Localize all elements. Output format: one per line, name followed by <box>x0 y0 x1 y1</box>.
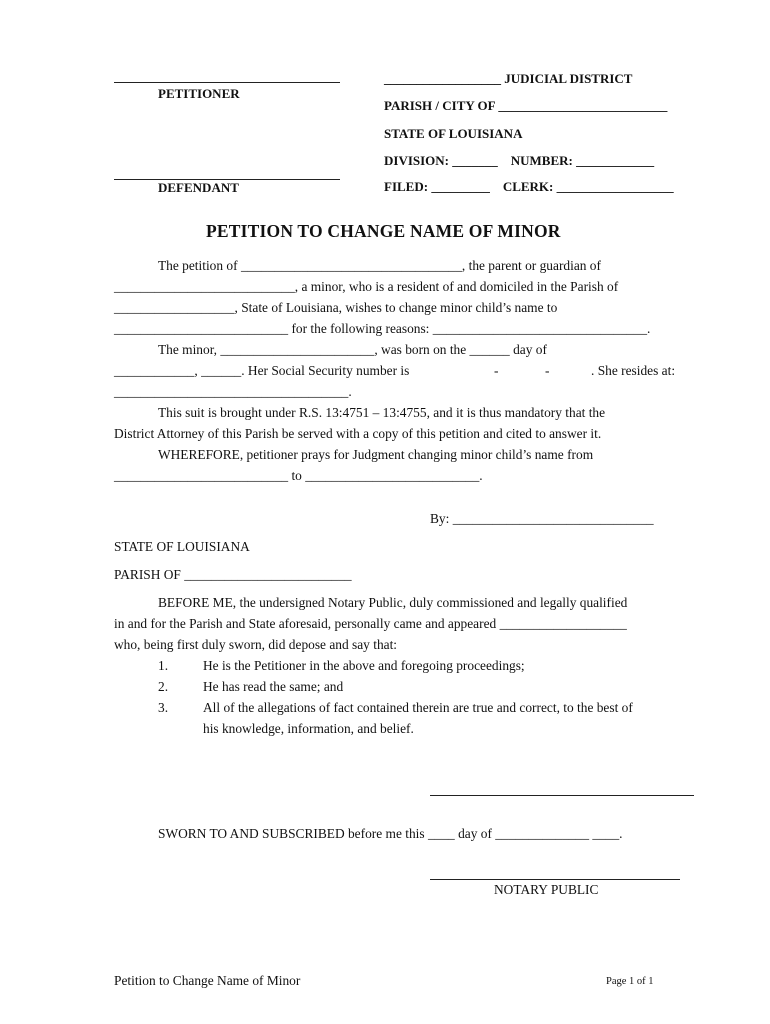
petition-line-1 <box>158 258 601 274</box>
new-name-blank[interactable]: __________________________ <box>114 321 289 336</box>
petition-text: , <box>194 363 198 378</box>
birth-month-blank[interactable]: ____________ <box>114 363 195 378</box>
state-label: STATE OF LOUISIANA <box>384 126 523 141</box>
sworn-month-blank[interactable]: ______________ <box>495 826 590 841</box>
sworn-text: . <box>619 826 623 841</box>
list-item-number: 2. <box>158 679 169 694</box>
resides-at-text: . She resides at: <box>591 363 676 378</box>
ssn-dash-1: - <box>494 363 499 378</box>
filed-clerk-row <box>384 179 674 195</box>
sworn-text: day of <box>458 826 492 841</box>
clerk-label: CLERK: <box>502 179 554 194</box>
list-item: He has read the same; and <box>203 679 344 694</box>
petition-text: The minor, <box>158 342 217 357</box>
sworn-day-blank[interactable]: ____ <box>427 826 455 841</box>
judicial-district-label: JUDICIAL DISTRICT <box>504 71 633 86</box>
list-item-number: 1. <box>158 658 169 673</box>
parish-city-row <box>384 98 667 114</box>
defendant-label: DEFENDANT <box>158 180 239 195</box>
filed-label: FILED: <box>384 179 429 194</box>
page-title: PETITION TO CHANGE NAME OF MINOR <box>206 221 561 241</box>
petition-text: to <box>291 468 302 483</box>
list-item: All of the allegations of fact contained therein are true and correct, to the best of <box>203 700 633 715</box>
clerk-blank[interactable]: __________________ <box>556 179 674 194</box>
birth-day-blank[interactable]: ______ <box>469 342 510 357</box>
petitioner-name-blank[interactable]: _________________________________ <box>240 258 462 273</box>
petition-text: . <box>647 321 651 336</box>
footer-page-number: Page 1 of 1 <box>606 976 654 987</box>
reasons-blank[interactable]: ________________________________ <box>432 321 648 336</box>
affidavit-state: STATE OF LOUISIANA <box>114 539 250 554</box>
petition-text: , was born on the <box>374 342 467 357</box>
petition-text: , State of Louisiana, wishes to change minor child’s name to <box>234 300 558 315</box>
list-item-number: 3. <box>158 700 169 715</box>
old-name-blank[interactable]: __________________________ <box>114 468 289 483</box>
petition-text: for the following reasons: <box>291 321 430 336</box>
affidavit-para-1: BEFORE ME, the undersigned Notary Public, duly commissioned and legally qualified <box>158 595 628 610</box>
minor-name-blank-2[interactable]: _______________________ <box>220 342 375 357</box>
parish-blank[interactable]: __________________ <box>114 300 235 315</box>
parish-city-label: PARISH / CITY OF <box>384 98 496 113</box>
division-blank[interactable]: _______ <box>452 153 498 168</box>
petition-text: , the parent or guardian of <box>461 258 601 273</box>
parish-city-blank[interactable]: __________________________ <box>498 98 668 113</box>
petition-text: The petition of <box>158 258 238 273</box>
notary-signature-line[interactable] <box>430 879 680 880</box>
petition-line-6 <box>114 363 409 379</box>
petition-line-11 <box>114 468 483 484</box>
division-number-row <box>384 153 654 169</box>
affidavit-parish-blank[interactable]: _________________________ <box>184 567 352 582</box>
by-signature-row <box>430 511 654 527</box>
sworn-text: SWORN TO AND SUBSCRIBED before me this <box>158 826 425 841</box>
list-item: He is the Petitioner in the above and foregoing proceedings; <box>203 658 525 673</box>
sworn-row <box>158 826 623 842</box>
petitioner-signature-line[interactable] <box>114 82 340 83</box>
minor-name-blank[interactable]: ___________________________ <box>114 279 295 294</box>
affidavit-parish-row <box>114 567 352 583</box>
petition-line-7 <box>114 384 352 400</box>
judicial-district-blank[interactable]: __________________ <box>384 71 501 86</box>
petition-text: , a minor, who is a resident of and domiciled in the Parish of <box>294 279 619 294</box>
petition-line-2 <box>114 279 618 295</box>
filed-blank[interactable]: _________ <box>431 179 490 194</box>
judicial-district-row <box>384 71 632 87</box>
petition-line-3 <box>114 300 557 316</box>
sworn-year-blank[interactable]: ____ <box>592 826 620 841</box>
affiant-name-blank[interactable]: ___________________ <box>499 616 627 631</box>
petition-text: day of <box>513 342 547 357</box>
petition-text: . <box>479 468 483 483</box>
affidavit-para-2 <box>114 616 627 632</box>
petitioner-label: PETITIONER <box>158 86 240 101</box>
footer-document-title: Petition to Change Name of Minor <box>114 973 301 988</box>
affiant-signature-line[interactable] <box>430 795 694 796</box>
petition-text: . Her Social Security number is <box>241 363 410 378</box>
list-item-continuation: his knowledge, information, and belief. <box>203 721 414 736</box>
petition-line-4 <box>114 321 650 337</box>
ssn-dash-2: - <box>545 363 550 378</box>
parish-of-label: PARISH OF <box>114 567 181 582</box>
number-label: NUMBER: <box>510 153 573 168</box>
affidavit-text: in and for the Parish and State aforesaid, personally came and appeared <box>114 616 497 631</box>
petition-line-5 <box>158 342 547 358</box>
division-label: DIVISION: <box>384 153 450 168</box>
by-signature-blank[interactable]: ______________________________ <box>452 511 654 526</box>
petition-line-9: District Attorney of this Parish be served with a copy of this petition and cited to answer it. <box>114 426 602 441</box>
affidavit-para-3: who, being first duly sworn, did depose and say that: <box>114 637 398 652</box>
new-name-blank-2[interactable]: __________________________ <box>305 468 480 483</box>
notary-public-label: NOTARY PUBLIC <box>494 882 599 897</box>
number-blank[interactable]: ____________ <box>576 153 655 168</box>
petition-line-8: This suit is brought under R.S. 13:4751 – 13:4755, and it is thus mandatory that the <box>158 405 606 420</box>
by-label: By: <box>430 511 450 526</box>
petition-line-10: WHEREFORE, petitioner prays for Judgment changing minor child’s name from <box>158 447 594 462</box>
petition-text: . <box>348 384 352 399</box>
address-blank[interactable]: ___________________________________ <box>114 384 349 399</box>
birth-year-blank[interactable]: ______ <box>201 363 242 378</box>
